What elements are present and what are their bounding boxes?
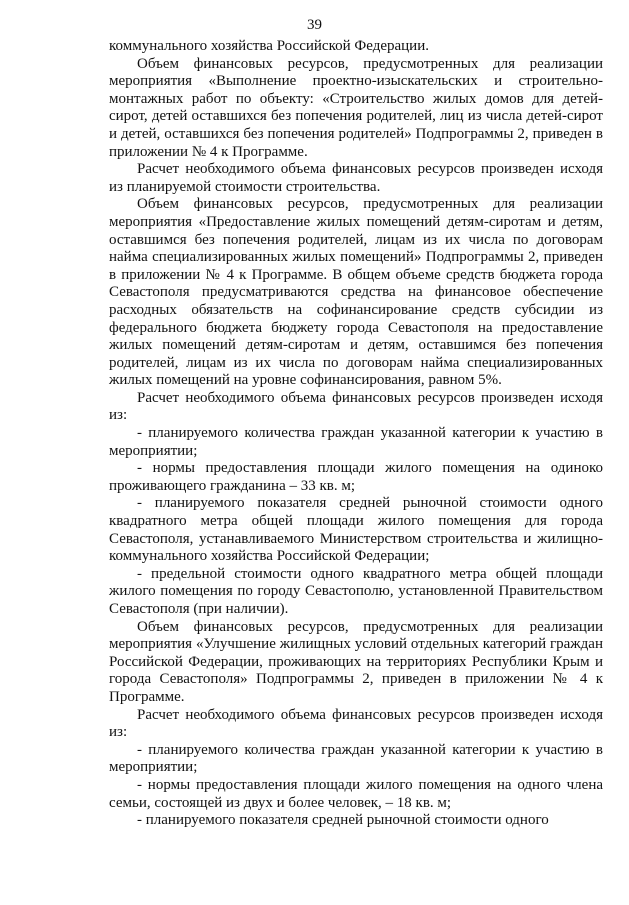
paragraph-p12: - планируемого количества граждан указанной категории к участию в мероприятии; [109,741,603,776]
paragraph-p5: Расчет необходимого объема финансовых ресурсов произведен исходя из: [109,389,603,424]
page-number: 39 [307,17,322,33]
paragraph-p11: Расчет необходимого объема финансовых ресурсов произведен исходя из: [109,706,603,741]
paragraph-p8: - планируемого показателя средней рыночной стоимости одного квадратного метра общей площади жилого помещения для города Севастополя, устанавливаемого Министерством строительства и жилищно-коммунального хозяйства Российской Федерации; [109,495,603,565]
paragraph-p2: Объем финансовых ресурсов, предусмотренных для реализации мероприятия «Выполнение проектно-изыскательских и строительно-монтажных работ по объекту: «Строительство жилых домов для детей-сирот, детей оставшихся без попечения родителей, лиц из числа детей-сирот и детей, оставшихся без попечения родителей» Подпрограммы 2, приведен в приложении № 4 к Программе. [109,55,603,160]
paragraph-p1: коммунального хозяйства Российской Федерации. [109,38,429,54]
paragraph-p6: - планируемого количества граждан указанной категории к участию в мероприятии; [109,425,603,459]
paragraph-p3: Расчет необходимого объема финансовых ресурсов произведен исходя из планируемой стоимости строительства. [109,161,603,195]
paragraph-p10: Объем финансовых ресурсов, предусмотренных для реализации мероприятия «Улучшение жилищных условий отдельных категорий граждан Российской Федерации, проживающих на территориях Республики Крым и города Севастополя» Подпрограммы 2, приведен в приложении № 4 к Программе. [109,618,603,705]
document-body [109,38,603,830]
paragraph-p4: Объем финансовых ресурсов, предусмотренных для реализации мероприятия «Предоставление жилых помещений детям-сиротам и детям, оставшимся без попечения родителей, лицам из их числа по договорам найма специализированных жилых помещений» Подпрограммы 2, приведен в приложении № 4 к Программе. В общем объеме средств бюджета города Севастополя предусматриваются средства на финансовое обеспечение расходных обязательств на софинансирование средств субсидии из федерального бюджета бюджету города Севастополя на предоставление жилых помещений детям-сиротам и детям, оставшимся без попечения родителей, лицам из их числа по договорам найма специализированных жилых помещений на уровне софинансирования, равном 5%. [109,196,603,389]
paragraph-p13: - нормы предоставления площади жилого помещения на одного члена семьи, состоящей из двух и более человек, – 18 кв. м; [109,776,603,811]
paragraph-p14: - планируемого показателя средней рыночной стоимости одного [137,812,549,829]
paragraph-p9: - предельной стоимости одного квадратного метра общей площади жилого помещения по городу Севастополю, установленной Правительством Севастополя (при наличии). [109,565,603,617]
paragraph-p7: - нормы предоставления площади жилого помещения на одиноко проживающего гражданина – 33 кв. м; [109,460,603,494]
